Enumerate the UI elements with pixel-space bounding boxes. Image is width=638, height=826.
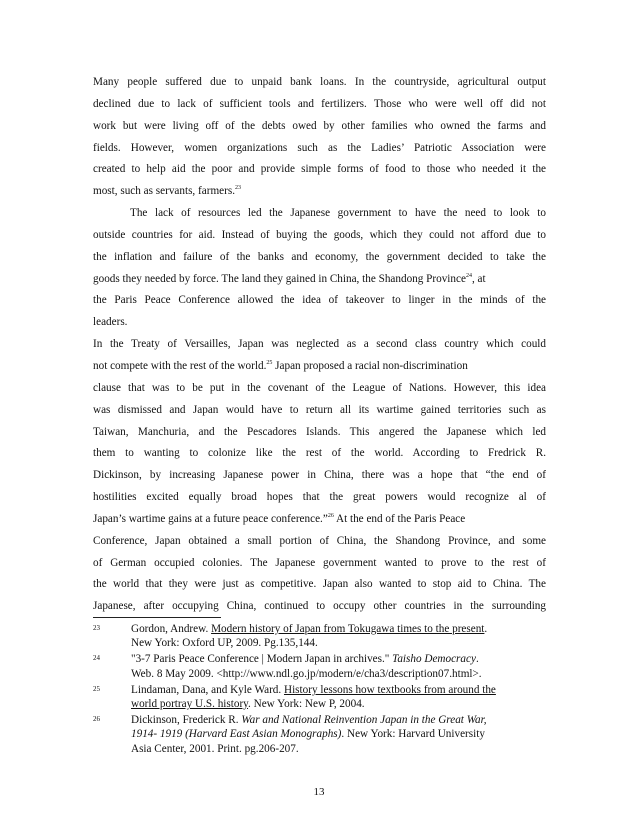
text-line: work but were living off of the debts owed by other families who owned the farms and: [93, 119, 546, 132]
text-line: Taiwan, Manchuria, and the Pescadores Islands. This angered the Japanese which led: [93, 425, 546, 438]
text-line: them to wanting to colonize like the rest of the world. According to Fredrick R.: [93, 447, 546, 460]
citation-title: History lessons how textbooks from around the: [283, 683, 496, 696]
footnote-number: 24: [93, 654, 100, 663]
text-line: most, such as servants, farmers.$^{23}$: [93, 185, 241, 198]
text-line: clause that was to be put in the covenant of the League of Nations. However, this idea: [93, 381, 546, 394]
footnote-26: 26 Dickinson, Frederick R. War and National Reinvention Japan in the Great War, 1914- 1919 (Harvard East Asian Monographs). New York: Harvard University Asia Center, 2001. Print. pg.206-207.: [93, 714, 487, 755]
text-line: of German occupied colonies. The Japanese government wanted to prove to the rest of: [93, 556, 546, 569]
text-line: declined due to lack of sufficient tools and fertilizers. Those who were well off did not: [93, 97, 546, 110]
footnote-ref-23[interactable]: 23: [235, 185, 241, 192]
text-line: not compete with the rest of the world.$^{25}$ Japan proposed a racial non-discrimination: [93, 359, 468, 372]
text-line: The lack of resources led the Japanese government to have the need to look to: [130, 207, 546, 220]
citation-title: Taisho Democracy: [392, 653, 476, 666]
citation-title: Modern history of Japan from Tokugawa times to the present: [211, 623, 485, 635]
footnote-ref-26[interactable]: 26: [327, 512, 334, 519]
text-line: outside countries for aid. Instead of buying the goods, which they could not afford due to: [93, 228, 546, 241]
text-line: In the Treaty of Versailles, Japan was neglected as a second class country which could: [93, 338, 546, 351]
footnote-divider: [93, 617, 221, 618]
text-line: Many people suffered due to unpaid bank loans. In the countryside, agricultural output: [93, 76, 546, 88]
footnote-23: 23 Gordon, Andrew. Modern history of Japan from Tokugawa times to the present. New York: Oxford UP, 2009. Pg.135,144.: [93, 623, 488, 650]
text-line: goods they needed by force. The land they gained in China, the Shandong Province$^{24}$, at: [93, 272, 486, 285]
text-line: Conference, Japan obtained a small portion of China, the Shandong Province, and some: [93, 534, 546, 547]
citation-title: 1914- 1919 (Harvard East Asian Monographs): [131, 728, 342, 741]
footnote-number: 23: [93, 624, 100, 632]
footnote-number: 25: [93, 684, 100, 693]
text-line: the Paris Peace Conference allowed the idea of takeover to linger in the minds of the: [93, 294, 546, 307]
text-line: leaders.: [93, 316, 128, 329]
page-number: 13: [313, 786, 325, 798]
footnote-24: 24 "3-7 Paris Peace Conference | Modern Japan in archives." Taisho Democracy. Web. 8 May 2009. <http://www.ndl.go.jp/modern/e/cha3/description07.html>.: [93, 653, 482, 680]
text-line: Japanese, after occupying China, continued to occupy other countries in the surrounding: [93, 600, 546, 613]
footnote-25: 25 Lindaman, Dana, and Kyle Ward. History lessons how textbooks from around the world portray U.S. history. New York: New P, 2004.: [93, 683, 496, 711]
text-line: Dickinson, by increasing Japanese power in China, there was a hope that “the end of: [93, 469, 546, 482]
text-line: was dismissed and Japan would have to return all its wartime gained territories such as: [93, 403, 546, 416]
footnote-number: 26: [93, 715, 100, 724]
footnote-ref-24[interactable]: 24: [465, 272, 472, 279]
text-line: the inflation and failure of the banks and economy, the government decided to take the: [93, 250, 546, 263]
text-line: fields. However, women organizations such as the Ladies’ Patriotic Association were: [93, 141, 546, 154]
text-line: the world that they were just as competitive. Japan also wanted to stop aid to China. The: [93, 578, 546, 591]
citation-title: world portray U.S. history: [131, 698, 249, 711]
citation-title: War and National Reinvention Japan in the Great War,: [241, 714, 487, 727]
text-line: hostilities excited equally broad hopes that the great powers would recognize al of: [93, 491, 546, 504]
footnote-ref-25[interactable]: 25: [266, 359, 273, 366]
body-text: [93, 72, 546, 618]
text-line: created to help aid the poor and provide simple forms of food to those who needed it the: [93, 163, 546, 176]
footnotes: [93, 622, 563, 758]
text-line: Japan’s wartime gains at a future peace conference.”$^{26}$ At the end of the Paris Peace: [93, 512, 466, 525]
